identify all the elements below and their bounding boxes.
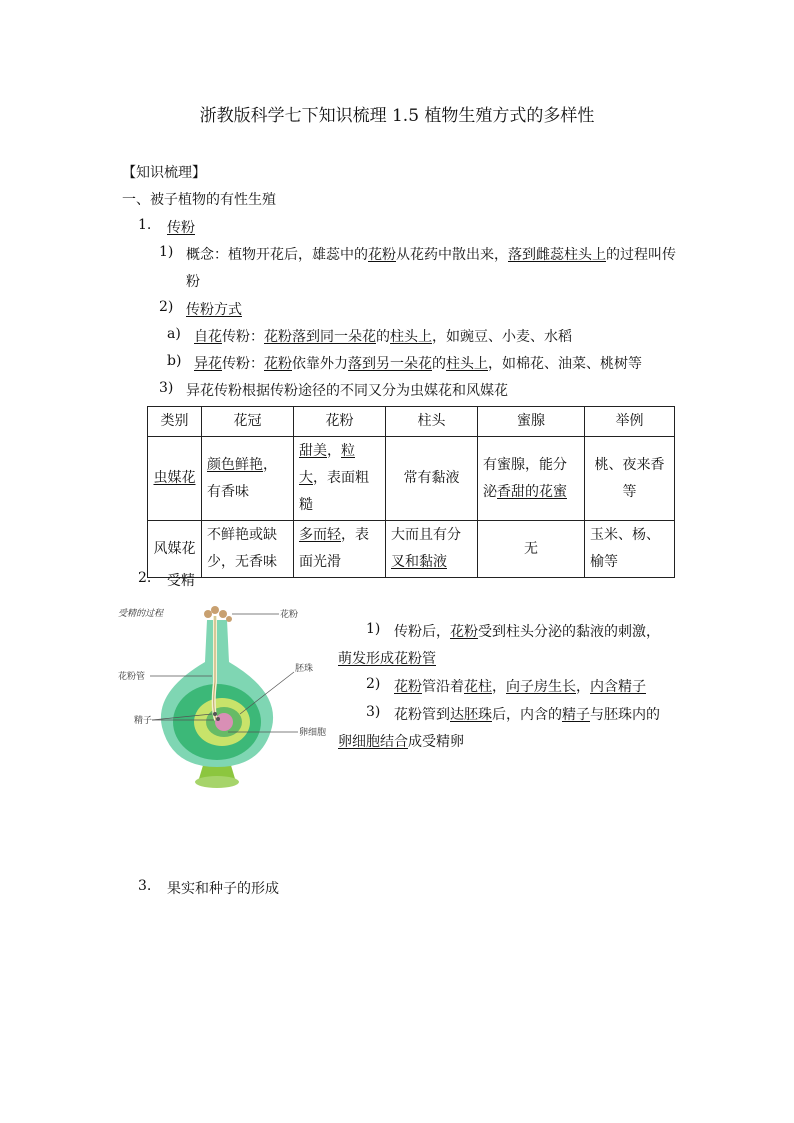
table-cell-example: 玉米、杨、榆等 xyxy=(585,521,675,578)
table-header-cell: 花粉 xyxy=(294,407,386,437)
table-header-cell: 蜜腺 xyxy=(478,407,585,437)
s1-a-number: a) xyxy=(167,326,181,342)
s1-i1-number: 1) xyxy=(159,244,174,260)
label-ovule: 胚珠 xyxy=(295,664,314,674)
diagram-sperm xyxy=(213,712,217,716)
s2-i2-number: 2) xyxy=(366,676,381,692)
s1-i2-number: 2) xyxy=(159,299,174,315)
s2-i3-cont: 卵细胞结合成受精卵 xyxy=(338,734,464,750)
s2-heading: 受精 xyxy=(167,573,195,589)
table-row xyxy=(148,521,675,578)
table-header-cell: 花冠 xyxy=(202,407,294,437)
table-cell-pollen: 多而轻，表面光滑 xyxy=(294,521,386,578)
s1-i3-text: 异花传粉根据传粉途径的不同又分为虫媒花和风媒花 xyxy=(186,383,508,399)
diagram-receptacle xyxy=(195,776,239,788)
table-cell-stigma: 大而且有分叉和黏液 xyxy=(386,521,478,578)
table-cell-corolla: 颜色鲜艳，有香味 xyxy=(202,437,294,521)
table-header-row xyxy=(148,407,675,437)
table-cell-example: 桃、夜来香等 xyxy=(585,437,675,521)
s2-i1-cont: 萌发形成花粉管 xyxy=(338,651,436,667)
table-cell-corolla: 不鲜艳或缺少，无香味 xyxy=(202,521,294,578)
s1-i1-cont: 粉 xyxy=(186,274,200,290)
fertilization-diagram xyxy=(112,602,337,792)
diagram-pollen-grain xyxy=(211,606,219,614)
label-pollen-tube: 花粉管 xyxy=(118,672,146,682)
diagram-pollen-grain xyxy=(219,610,227,618)
table-header-cell: 举例 xyxy=(585,407,675,437)
table-cell-nectary: 无 xyxy=(478,521,585,578)
s3-heading: 果实和种子的形成 xyxy=(167,881,279,897)
s1-i3-number: 3) xyxy=(159,380,174,396)
s1-b-number: b) xyxy=(167,353,182,369)
part1-heading: 一、被子植物的有性生殖 xyxy=(122,192,276,208)
s2-i2-text: 花粉管沿着花柱，向子房生长，内含精子 xyxy=(394,679,646,695)
diagram-pollen-grain xyxy=(204,610,212,618)
label-egg-cell: 卵细胞 xyxy=(299,728,327,738)
table-header-cell: 类别 xyxy=(148,407,202,437)
table-cell-pollen: 甜美，粒大，表面粗糙 xyxy=(294,437,386,521)
table-row xyxy=(148,437,675,521)
s2-i1-text: 传粉后，花粉受到柱头分泌的黏液的刺激， xyxy=(394,624,660,640)
s2-i1-number: 1) xyxy=(366,621,381,637)
s3-number: 3. xyxy=(138,878,152,894)
s1-a-text: 自花传粉：花粉落到同一朵花的柱头上，如豌豆、小麦、水稻 xyxy=(194,329,572,345)
s1-b-text: 异花传粉：花粉依靠外力落到另一朵花的柱头上，如棉花、油菜、桃树等 xyxy=(194,356,642,372)
table-cell-category: 风媒花 xyxy=(148,521,202,578)
label-pollen: 花粉 xyxy=(280,610,299,620)
s1-heading: 传粉 xyxy=(167,220,195,236)
table-header-cell: 柱头 xyxy=(386,407,478,437)
diagram-sperm xyxy=(216,717,220,721)
table-cell-stigma: 常有黏液 xyxy=(386,437,478,521)
page-title: 浙教版科学七下知识梳理 1.5 植物生殖方式的多样性 xyxy=(199,106,595,126)
table-cell-category: 虫媒花 xyxy=(148,437,202,521)
diagram-egg-cell xyxy=(215,713,233,731)
diagram-title: 受精的过程 xyxy=(118,609,164,619)
s1-i2-heading: 传粉方式 xyxy=(186,302,242,318)
s2-i3-number: 3) xyxy=(366,704,381,720)
s2-number: 2. xyxy=(138,570,152,586)
s1-i1-text: 概念：植物开花后，雄蕊中的花粉从花药中散出来，落到雌蕊柱头上的过程叫传 xyxy=(186,247,676,263)
s1-number: 1. xyxy=(138,217,152,233)
flower-comparison-table xyxy=(147,406,675,578)
section-header: 【知识梳理】 xyxy=(122,165,206,181)
table-cell-nectary: 有蜜腺，能分泌香甜的花蜜 xyxy=(478,437,585,521)
label-sperm: 精子 xyxy=(134,716,153,726)
diagram-pollen-grain xyxy=(226,616,232,622)
s2-i3-text: 花粉管到达胚珠后，内含的精子与胚珠内的 xyxy=(394,707,660,723)
